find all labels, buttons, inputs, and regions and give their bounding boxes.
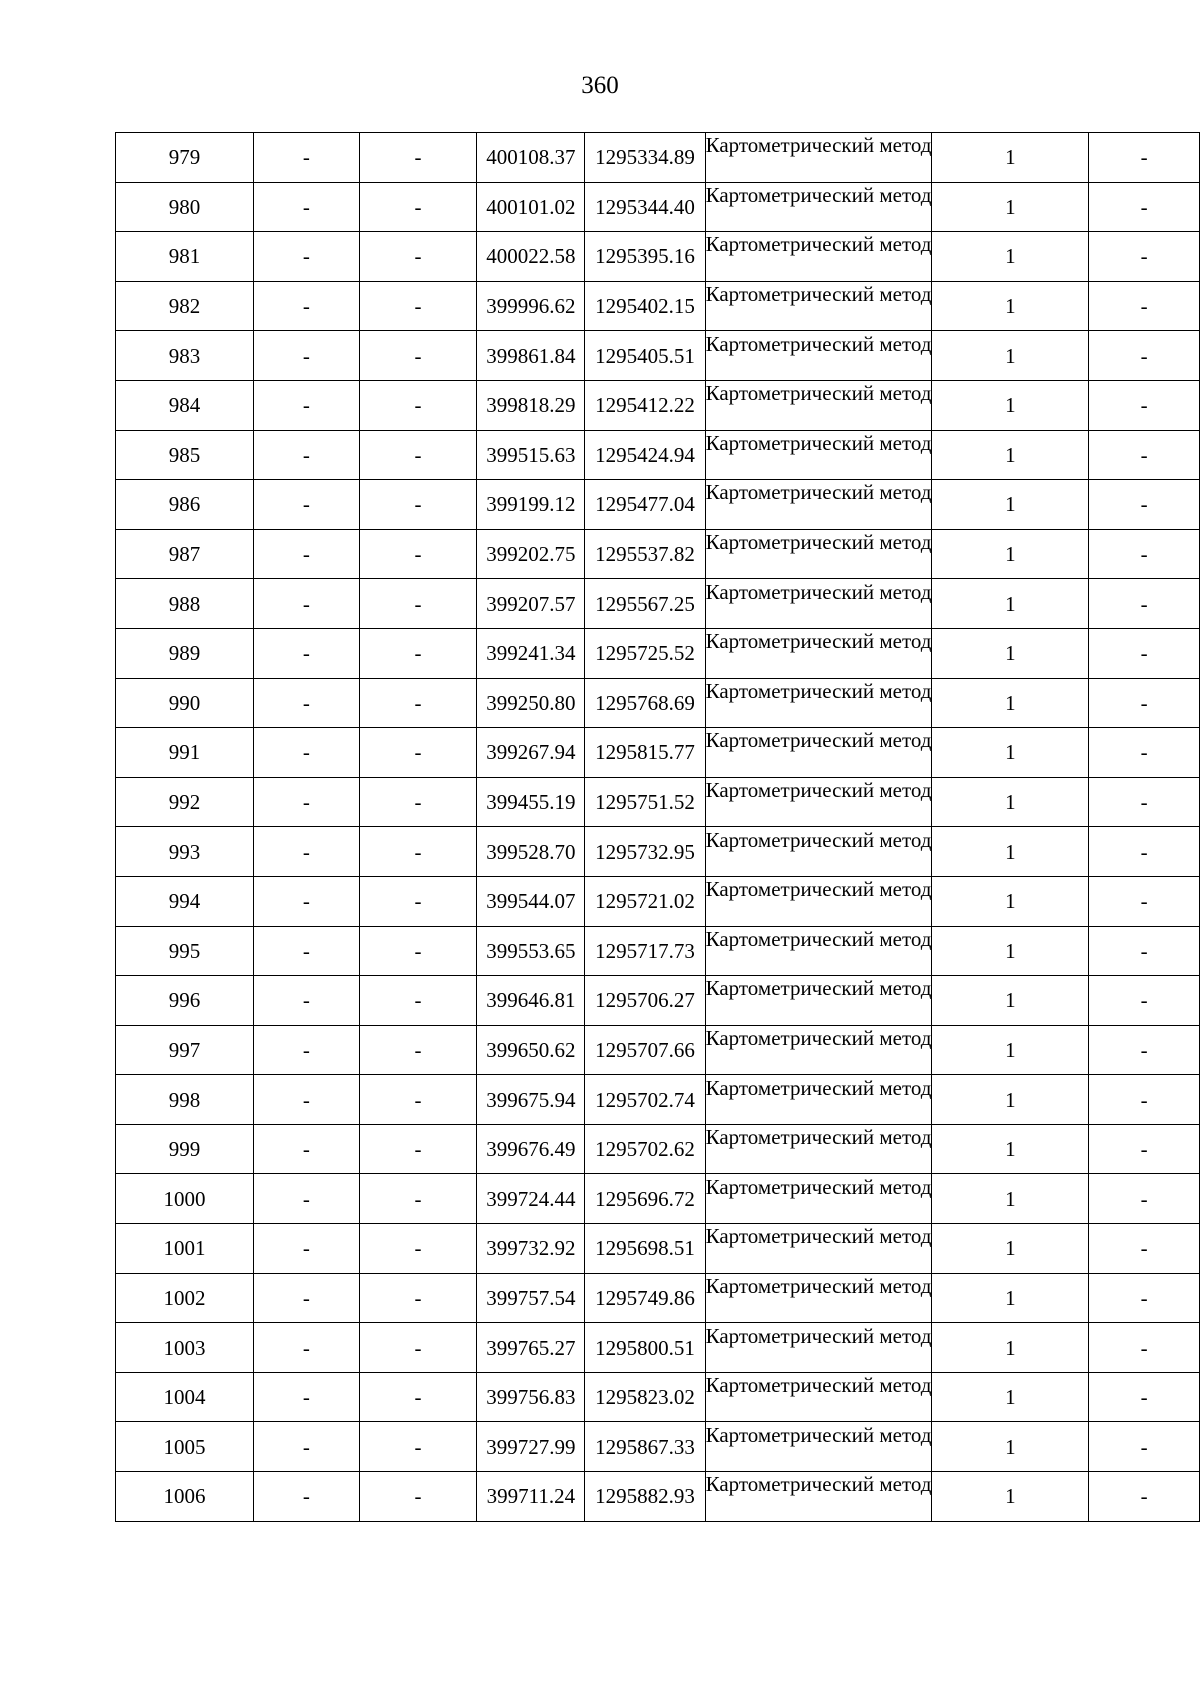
empty-value-cell: -: [253, 1025, 359, 1075]
empty-value-cell: -: [1089, 1124, 1200, 1174]
empty-value-cell: -: [359, 1075, 476, 1125]
point-number-cell: 981: [116, 232, 254, 282]
y-coordinate-cell: 1295702.74: [585, 1075, 705, 1125]
table-row: [116, 827, 1200, 877]
accuracy-cell: 1: [932, 876, 1089, 926]
method-text: Картометрический метод: [705, 629, 932, 654]
empty-value-cell: -: [359, 976, 476, 1026]
empty-value-cell: -: [1089, 777, 1200, 827]
empty-value-cell: -: [359, 1422, 476, 1472]
point-number-cell: 998: [116, 1075, 254, 1125]
point-number-cell: 982: [116, 281, 254, 331]
method-cell: [705, 1075, 932, 1125]
method-cell: [705, 281, 932, 331]
point-number-cell: 985: [116, 430, 254, 480]
x-coordinate-cell: 399646.81: [477, 976, 585, 1026]
y-coordinate-cell: 1295768.69: [585, 678, 705, 728]
empty-value-cell: -: [359, 1273, 476, 1323]
table-row: [116, 628, 1200, 678]
y-coordinate-cell: 1295725.52: [585, 628, 705, 678]
accuracy-cell: 1: [932, 430, 1089, 480]
x-coordinate-cell: 399241.34: [477, 628, 585, 678]
empty-value-cell: -: [1089, 331, 1200, 381]
empty-value-cell: -: [1089, 1422, 1200, 1472]
empty-value-cell: -: [359, 331, 476, 381]
table-row: [116, 976, 1200, 1026]
method-text: Картометрический метод: [705, 430, 932, 455]
table-row: [116, 480, 1200, 530]
method-text: Картометрический метод: [705, 877, 932, 902]
table-row: [116, 1075, 1200, 1125]
method-cell: [705, 529, 932, 579]
point-number-cell: 983: [116, 331, 254, 381]
method-text: Картометрический метод: [705, 827, 932, 852]
y-coordinate-cell: 1295696.72: [585, 1174, 705, 1224]
x-coordinate-cell: 399202.75: [477, 529, 585, 579]
empty-value-cell: -: [1089, 232, 1200, 282]
empty-value-cell: -: [1089, 1372, 1200, 1422]
x-coordinate-cell: 399553.65: [477, 926, 585, 976]
empty-value-cell: -: [253, 1472, 359, 1522]
empty-value-cell: -: [253, 976, 359, 1026]
method-text: Картометрический метод: [705, 480, 932, 505]
empty-value-cell: -: [1089, 1174, 1200, 1224]
x-coordinate-cell: 399861.84: [477, 331, 585, 381]
table-row: [116, 1025, 1200, 1075]
empty-value-cell: -: [253, 480, 359, 530]
empty-value-cell: -: [1089, 926, 1200, 976]
y-coordinate-cell: 1295882.93: [585, 1472, 705, 1522]
empty-value-cell: -: [1089, 430, 1200, 480]
point-number-cell: 986: [116, 480, 254, 530]
accuracy-cell: 1: [932, 926, 1089, 976]
empty-value-cell: -: [1089, 133, 1200, 183]
method-text: Картометрический метод: [705, 1323, 932, 1348]
table-row: [116, 133, 1200, 183]
empty-value-cell: -: [1089, 1075, 1200, 1125]
empty-value-cell: -: [359, 281, 476, 331]
x-coordinate-cell: 399818.29: [477, 380, 585, 430]
empty-value-cell: -: [253, 1422, 359, 1472]
empty-value-cell: -: [359, 1025, 476, 1075]
method-cell: [705, 1372, 932, 1422]
point-number-cell: 979: [116, 133, 254, 183]
point-number-cell: 995: [116, 926, 254, 976]
empty-value-cell: -: [1089, 1472, 1200, 1522]
empty-value-cell: -: [253, 281, 359, 331]
accuracy-cell: 1: [932, 728, 1089, 778]
y-coordinate-cell: 1295706.27: [585, 976, 705, 1026]
table-row: [116, 926, 1200, 976]
method-text: Картометрический метод: [705, 1125, 932, 1150]
method-text: Картометрический метод: [705, 1224, 932, 1249]
point-number-cell: 1001: [116, 1224, 254, 1274]
method-cell: [705, 430, 932, 480]
empty-value-cell: -: [253, 777, 359, 827]
empty-value-cell: -: [359, 133, 476, 183]
method-cell: [705, 1224, 932, 1274]
accuracy-cell: 1: [932, 579, 1089, 629]
y-coordinate-cell: 1295823.02: [585, 1372, 705, 1422]
x-coordinate-cell: 399455.19: [477, 777, 585, 827]
y-coordinate-cell: 1295702.62: [585, 1124, 705, 1174]
y-coordinate-cell: 1295815.77: [585, 728, 705, 778]
method-text: Картометрический метод: [705, 1472, 932, 1497]
empty-value-cell: -: [359, 529, 476, 579]
empty-value-cell: -: [1089, 480, 1200, 530]
table-row: [116, 1323, 1200, 1373]
y-coordinate-cell: 1295707.66: [585, 1025, 705, 1075]
empty-value-cell: -: [1089, 827, 1200, 877]
accuracy-cell: 1: [932, 133, 1089, 183]
point-number-cell: 987: [116, 529, 254, 579]
empty-value-cell: -: [253, 331, 359, 381]
point-number-cell: 989: [116, 628, 254, 678]
method-text: Картометрический метод: [705, 1075, 932, 1100]
accuracy-cell: 1: [932, 1124, 1089, 1174]
empty-value-cell: -: [253, 529, 359, 579]
table-row: [116, 1273, 1200, 1323]
table-row: [116, 728, 1200, 778]
empty-value-cell: -: [359, 678, 476, 728]
empty-value-cell: -: [359, 628, 476, 678]
x-coordinate-cell: 400108.37: [477, 133, 585, 183]
accuracy-cell: 1: [932, 1323, 1089, 1373]
point-number-cell: 999: [116, 1124, 254, 1174]
method-cell: [705, 1273, 932, 1323]
point-number-cell: 988: [116, 579, 254, 629]
point-number-cell: 1003: [116, 1323, 254, 1373]
method-cell: [705, 1472, 932, 1522]
method-cell: [705, 480, 932, 530]
point-number-cell: 992: [116, 777, 254, 827]
method-cell: [705, 579, 932, 629]
x-coordinate-cell: 400022.58: [477, 232, 585, 282]
coordinates-table: [115, 132, 1200, 1522]
empty-value-cell: -: [253, 1323, 359, 1373]
method-cell: [705, 133, 932, 183]
table-row: [116, 876, 1200, 926]
method-cell: [705, 1174, 932, 1224]
point-number-cell: 980: [116, 182, 254, 232]
y-coordinate-cell: 1295424.94: [585, 430, 705, 480]
x-coordinate-cell: 399515.63: [477, 430, 585, 480]
method-cell: [705, 182, 932, 232]
method-text: Картометрический метод: [705, 1025, 932, 1050]
point-number-cell: 993: [116, 827, 254, 877]
x-coordinate-cell: 399267.94: [477, 728, 585, 778]
x-coordinate-cell: 399675.94: [477, 1075, 585, 1125]
point-number-cell: 994: [116, 876, 254, 926]
method-text: Картометрический метод: [705, 1273, 932, 1298]
empty-value-cell: -: [359, 926, 476, 976]
table-row: [116, 281, 1200, 331]
empty-value-cell: -: [1089, 1025, 1200, 1075]
accuracy-cell: 1: [932, 281, 1089, 331]
empty-value-cell: -: [253, 430, 359, 480]
empty-value-cell: -: [253, 1124, 359, 1174]
empty-value-cell: -: [253, 678, 359, 728]
empty-value-cell: -: [253, 182, 359, 232]
method-cell: [705, 1025, 932, 1075]
table-row: [116, 1472, 1200, 1522]
method-text: Картометрический метод: [705, 232, 932, 257]
accuracy-cell: 1: [932, 232, 1089, 282]
empty-value-cell: -: [359, 1323, 476, 1373]
x-coordinate-cell: 399765.27: [477, 1323, 585, 1373]
point-number-cell: 984: [116, 380, 254, 430]
table-row: [116, 777, 1200, 827]
method-cell: [705, 628, 932, 678]
empty-value-cell: -: [253, 1372, 359, 1422]
empty-value-cell: -: [1089, 182, 1200, 232]
table-row: [116, 380, 1200, 430]
table-row: [116, 579, 1200, 629]
y-coordinate-cell: 1295405.51: [585, 331, 705, 381]
method-text: Картометрический метод: [705, 778, 932, 803]
empty-value-cell: -: [1089, 1273, 1200, 1323]
method-cell: [705, 976, 932, 1026]
table-row: [116, 1174, 1200, 1224]
table-row: [116, 1372, 1200, 1422]
method-cell: [705, 728, 932, 778]
y-coordinate-cell: 1295867.33: [585, 1422, 705, 1472]
accuracy-cell: 1: [932, 1273, 1089, 1323]
accuracy-cell: 1: [932, 529, 1089, 579]
empty-value-cell: -: [1089, 1224, 1200, 1274]
accuracy-cell: 1: [932, 1075, 1089, 1125]
empty-value-cell: -: [1089, 1323, 1200, 1373]
method-cell: [705, 380, 932, 430]
accuracy-cell: 1: [932, 628, 1089, 678]
method-cell: [705, 1422, 932, 1472]
empty-value-cell: -: [359, 579, 476, 629]
x-coordinate-cell: 399207.57: [477, 579, 585, 629]
accuracy-cell: 1: [932, 1422, 1089, 1472]
empty-value-cell: -: [1089, 976, 1200, 1026]
table-row: [116, 331, 1200, 381]
x-coordinate-cell: 399676.49: [477, 1124, 585, 1174]
empty-value-cell: -: [1089, 579, 1200, 629]
x-coordinate-cell: 399732.92: [477, 1224, 585, 1274]
point-number-cell: 1006: [116, 1472, 254, 1522]
empty-value-cell: -: [253, 1075, 359, 1125]
y-coordinate-cell: 1295751.52: [585, 777, 705, 827]
empty-value-cell: -: [359, 1472, 476, 1522]
x-coordinate-cell: 399756.83: [477, 1372, 585, 1422]
accuracy-cell: 1: [932, 182, 1089, 232]
method-text: Картометрический метод: [705, 678, 932, 703]
y-coordinate-cell: 1295721.02: [585, 876, 705, 926]
empty-value-cell: -: [1089, 281, 1200, 331]
empty-value-cell: -: [359, 728, 476, 778]
point-number-cell: 996: [116, 976, 254, 1026]
accuracy-cell: 1: [932, 1025, 1089, 1075]
empty-value-cell: -: [1089, 380, 1200, 430]
x-coordinate-cell: 399528.70: [477, 827, 585, 877]
accuracy-cell: 1: [932, 1372, 1089, 1422]
y-coordinate-cell: 1295698.51: [585, 1224, 705, 1274]
x-coordinate-cell: 399650.62: [477, 1025, 585, 1075]
method-cell: [705, 777, 932, 827]
empty-value-cell: -: [253, 876, 359, 926]
y-coordinate-cell: 1295749.86: [585, 1273, 705, 1323]
x-coordinate-cell: 399996.62: [477, 281, 585, 331]
method-cell: [705, 232, 932, 282]
empty-value-cell: -: [253, 728, 359, 778]
y-coordinate-cell: 1295537.82: [585, 529, 705, 579]
method-text: Картометрический метод: [705, 1174, 932, 1199]
coordinates-table-body: [116, 133, 1200, 1522]
accuracy-cell: 1: [932, 380, 1089, 430]
method-cell: [705, 1124, 932, 1174]
y-coordinate-cell: 1295800.51: [585, 1323, 705, 1373]
empty-value-cell: -: [359, 777, 476, 827]
y-coordinate-cell: 1295477.04: [585, 480, 705, 530]
method-text: Картометрический метод: [705, 579, 932, 604]
method-text: Картометрический метод: [705, 976, 932, 1001]
x-coordinate-cell: 399199.12: [477, 480, 585, 530]
point-number-cell: 1000: [116, 1174, 254, 1224]
accuracy-cell: 1: [932, 1224, 1089, 1274]
empty-value-cell: -: [253, 232, 359, 282]
empty-value-cell: -: [359, 1124, 476, 1174]
empty-value-cell: -: [359, 876, 476, 926]
method-text: Картометрический метод: [705, 182, 932, 207]
accuracy-cell: 1: [932, 827, 1089, 877]
empty-value-cell: -: [253, 380, 359, 430]
method-text: Картометрический метод: [705, 1422, 932, 1447]
empty-value-cell: -: [1089, 728, 1200, 778]
empty-value-cell: -: [359, 480, 476, 530]
table-row: [116, 678, 1200, 728]
method-text: Картометрический метод: [705, 331, 932, 356]
point-number-cell: 997: [116, 1025, 254, 1075]
y-coordinate-cell: 1295717.73: [585, 926, 705, 976]
table-row: [116, 1124, 1200, 1174]
accuracy-cell: 1: [932, 1174, 1089, 1224]
accuracy-cell: 1: [932, 331, 1089, 381]
x-coordinate-cell: 399724.44: [477, 1174, 585, 1224]
empty-value-cell: -: [253, 133, 359, 183]
accuracy-cell: 1: [932, 777, 1089, 827]
x-coordinate-cell: 399757.54: [477, 1273, 585, 1323]
method-text: Картометрический метод: [705, 133, 932, 158]
empty-value-cell: -: [359, 827, 476, 877]
y-coordinate-cell: 1295334.89: [585, 133, 705, 183]
x-coordinate-cell: 399727.99: [477, 1422, 585, 1472]
empty-value-cell: -: [253, 628, 359, 678]
accuracy-cell: 1: [932, 678, 1089, 728]
empty-value-cell: -: [1089, 628, 1200, 678]
method-text: Картометрический метод: [705, 1373, 932, 1398]
empty-value-cell: -: [253, 926, 359, 976]
empty-value-cell: -: [253, 827, 359, 877]
method-cell: [705, 926, 932, 976]
empty-value-cell: -: [253, 1174, 359, 1224]
table-row: [116, 1224, 1200, 1274]
table-row: [116, 529, 1200, 579]
method-cell: [705, 1323, 932, 1373]
x-coordinate-cell: 400101.02: [477, 182, 585, 232]
empty-value-cell: -: [1089, 678, 1200, 728]
table-row: [116, 430, 1200, 480]
x-coordinate-cell: 399544.07: [477, 876, 585, 926]
empty-value-cell: -: [359, 380, 476, 430]
empty-value-cell: -: [359, 232, 476, 282]
empty-value-cell: -: [359, 1372, 476, 1422]
accuracy-cell: 1: [932, 976, 1089, 1026]
y-coordinate-cell: 1295732.95: [585, 827, 705, 877]
method-cell: [705, 678, 932, 728]
y-coordinate-cell: 1295395.16: [585, 232, 705, 282]
point-number-cell: 1005: [116, 1422, 254, 1472]
point-number-cell: 1004: [116, 1372, 254, 1422]
x-coordinate-cell: 399250.80: [477, 678, 585, 728]
y-coordinate-cell: 1295412.22: [585, 380, 705, 430]
empty-value-cell: -: [253, 579, 359, 629]
empty-value-cell: -: [359, 430, 476, 480]
method-text: Картометрический метод: [705, 728, 932, 753]
y-coordinate-cell: 1295402.15: [585, 281, 705, 331]
empty-value-cell: -: [359, 182, 476, 232]
x-coordinate-cell: 399711.24: [477, 1472, 585, 1522]
table-row: [116, 182, 1200, 232]
table-row: [116, 232, 1200, 282]
page-number: 360: [581, 72, 619, 99]
point-number-cell: 1002: [116, 1273, 254, 1323]
y-coordinate-cell: 1295567.25: [585, 579, 705, 629]
point-number-cell: 991: [116, 728, 254, 778]
point-number-cell: 990: [116, 678, 254, 728]
empty-value-cell: -: [359, 1224, 476, 1274]
empty-value-cell: -: [253, 1273, 359, 1323]
method-text: Картометрический метод: [705, 282, 932, 307]
method-cell: [705, 876, 932, 926]
accuracy-cell: 1: [932, 480, 1089, 530]
empty-value-cell: -: [1089, 876, 1200, 926]
method-text: Картометрический метод: [705, 530, 932, 555]
empty-value-cell: -: [359, 1174, 476, 1224]
y-coordinate-cell: 1295344.40: [585, 182, 705, 232]
empty-value-cell: -: [1089, 529, 1200, 579]
method-text: Картометрический метод: [705, 381, 932, 406]
method-cell: [705, 331, 932, 381]
method-text: Картометрический метод: [705, 926, 932, 951]
empty-value-cell: -: [253, 1224, 359, 1274]
accuracy-cell: 1: [932, 1472, 1089, 1522]
method-cell: [705, 827, 932, 877]
table-row: [116, 1422, 1200, 1472]
